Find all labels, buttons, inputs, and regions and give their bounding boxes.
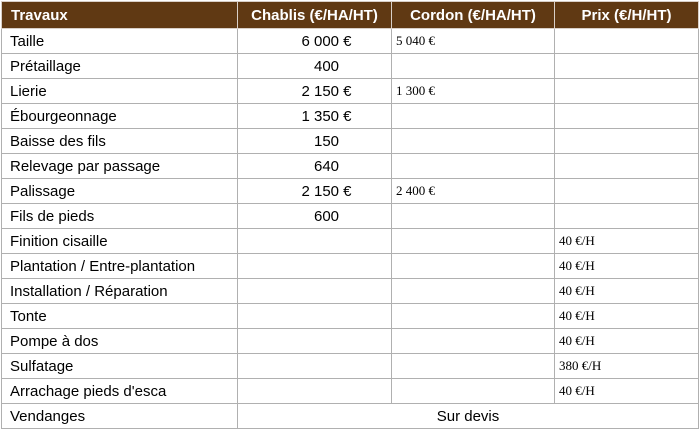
cell-prix: 40 €/H [555, 329, 699, 354]
cell-cordon: 5 040 € [392, 29, 555, 54]
cell-chablis: 400 [238, 54, 392, 79]
cell-prix [555, 129, 699, 154]
table-header [2, 2, 699, 29]
table-row [2, 254, 699, 279]
cell-cordon [392, 354, 555, 379]
cell-chablis [238, 304, 392, 329]
cell-cordon [392, 104, 555, 129]
table-row [2, 304, 699, 329]
cell-cordon: 1 300 € [392, 79, 555, 104]
cell-travaux: Sulfatage [2, 354, 238, 379]
cell-prix [555, 54, 699, 79]
cell-prix: 40 €/H [555, 254, 699, 279]
cell-travaux: Plantation / Entre-plantation [2, 254, 238, 279]
cell-travaux: Palissage [2, 179, 238, 204]
cell-prix [555, 104, 699, 129]
cell-cordon [392, 379, 555, 404]
cell-cordon: 2 400 € [392, 179, 555, 204]
cell-chablis: 6 000 € [238, 29, 392, 54]
cell-travaux: Ébourgeonnage [2, 104, 238, 129]
cell-chablis: 600 [238, 204, 392, 229]
cell-travaux: Lierie [2, 79, 238, 104]
cell-prix [555, 79, 699, 104]
rates-table [1, 1, 699, 429]
cell-cordon [392, 229, 555, 254]
cell-travaux: Baisse des fils [2, 129, 238, 154]
table-row [2, 54, 699, 79]
cell-prix [555, 154, 699, 179]
cell-chablis [238, 354, 392, 379]
cell-cordon [392, 254, 555, 279]
table-row [2, 354, 699, 379]
cell-sur-devis: Sur devis [238, 404, 699, 429]
cell-travaux: Finition cisaille [2, 229, 238, 254]
cell-chablis: 1 350 € [238, 104, 392, 129]
cell-chablis: 640 [238, 154, 392, 179]
cell-prix [555, 179, 699, 204]
cell-prix: 40 €/H [555, 279, 699, 304]
table-row [2, 154, 699, 179]
table-row [2, 379, 699, 404]
cell-cordon [392, 129, 555, 154]
cell-chablis [238, 279, 392, 304]
table-row [2, 279, 699, 304]
header-chablis: Chablis (€/HA/HT) [238, 2, 392, 29]
table-row [2, 204, 699, 229]
table-row [2, 104, 699, 129]
header-prix: Prix (€/H/HT) [555, 2, 699, 29]
cell-cordon [392, 54, 555, 79]
cell-travaux-vendanges: Vendanges [2, 404, 238, 429]
cell-travaux: Tonte [2, 304, 238, 329]
cell-prix [555, 204, 699, 229]
cell-travaux: Taille [2, 29, 238, 54]
header-cordon: Cordon (€/HA/HT) [392, 2, 555, 29]
cell-travaux: Installation / Réparation [2, 279, 238, 304]
cell-prix [555, 29, 699, 54]
cell-cordon [392, 279, 555, 304]
cell-travaux: Pompe à dos [2, 329, 238, 354]
cell-cordon [392, 154, 555, 179]
cell-travaux: Prétaillage [2, 54, 238, 79]
cell-travaux: Fils de pieds [2, 204, 238, 229]
table-row-vendanges [2, 404, 699, 429]
cell-prix: 40 €/H [555, 379, 699, 404]
cell-cordon [392, 204, 555, 229]
cell-chablis [238, 379, 392, 404]
cell-chablis: 150 [238, 129, 392, 154]
table-row [2, 229, 699, 254]
table-row [2, 329, 699, 354]
table-row [2, 179, 699, 204]
cell-chablis: 2 150 € [238, 79, 392, 104]
cell-cordon [392, 329, 555, 354]
cell-chablis [238, 329, 392, 354]
cell-chablis [238, 229, 392, 254]
table-row [2, 29, 699, 54]
cell-prix: 380 €/H [555, 354, 699, 379]
table-body [2, 29, 699, 429]
cell-cordon [392, 304, 555, 329]
header-row [2, 2, 699, 29]
cell-travaux: Arrachage pieds d'esca [2, 379, 238, 404]
cell-prix: 40 €/H [555, 304, 699, 329]
cell-travaux: Relevage par passage [2, 154, 238, 179]
table-row [2, 129, 699, 154]
cell-prix: 40 €/H [555, 229, 699, 254]
header-travaux: Travaux [2, 2, 238, 29]
table-row [2, 79, 699, 104]
cell-chablis: 2 150 € [238, 179, 392, 204]
cell-chablis [238, 254, 392, 279]
